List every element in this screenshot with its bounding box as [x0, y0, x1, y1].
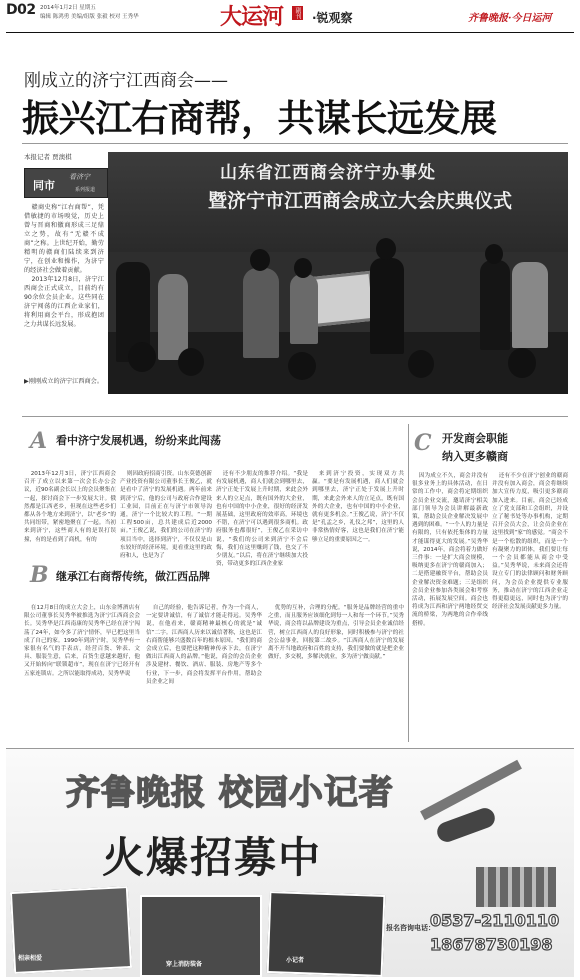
photo-person	[290, 274, 318, 344]
headline-title: 振兴江右商帮，共谋长远发展	[22, 97, 497, 140]
ad-photo-caption: 小记者	[286, 957, 305, 964]
photo-caption: ▶刚刚成立的济宁江西商会。	[24, 378, 104, 385]
ad-subtitle: 火爆招募中	[102, 833, 323, 882]
photo-person	[158, 274, 188, 360]
section-a-col4	[312, 470, 404, 558]
paragraph: 还有不少朋友的推荐介绍。“我是有发展机遇，商人们就会到哪里去，济宁正处于发展上升时期，来此会外来人的立足点，既有国外的大企业，也有中国的中小企业，很好的经济发展基础，这里政府的效率高，环境也不错，在济宁可以遇到很多商机。政府服务也都很好”，王俊乙在采访中说，“我们的公司来到济宁不会后悔，我们在这里赚到了钱，也交了不少朋友。”以后，将在济宁继续加大投资，带动更多的江西企业家	[216, 471, 308, 568]
photo-head	[288, 352, 316, 380]
page-number: D02	[6, 2, 36, 18]
masthead-right: 齐鲁晚报·今日运河	[468, 13, 552, 24]
section-a-col2	[120, 470, 212, 558]
paragraph: 2013年12月3日，济宁江西商会召开了成立以来第一次会长办公会议，近90名副会长以上的会员聚集在一起，探讨商会下一步发展大计。俄然都是江西老乡，但现在这些老乡们都从各个地方来到济宁，以“老乡”的共同纽带，紧密地聚在了一起。当初来到济宁，这些商人有的是误打误撞，有的是看到了商机，有的	[24, 471, 116, 543]
ad-photo-caption: 穿上消防装备	[166, 961, 203, 968]
section-c-col2	[492, 472, 568, 740]
page-header	[0, 0, 580, 40]
section-a-col1	[24, 470, 116, 558]
column-logo-side: 看济宁	[69, 173, 90, 181]
section-c-title-1: 开发商会职能	[442, 432, 508, 445]
paragraph: 优势的互补，合理的分配。“服务是品牌经营的重中之重，而且服务应该细化到每一人和每一个环节。”吴秀华说，商会将以品牌建设为重点，引导会员企业诚信经营，树立江西商人的良好形象，同时积极参与济宁的社会公益事业，回报第二故乡。“江西商人在济宁的发展离不开当地政府和百姓的支持，我们要做的就是把企业做好，多交税，多解决就业，多为济宁做贡献。”	[268, 605, 404, 661]
column-divider	[408, 424, 409, 742]
section-c-title-2: 纳入更多赣商	[442, 450, 508, 463]
photo-person	[480, 260, 510, 350]
column-logo	[24, 168, 108, 198]
section-b-title: 继承江右商帮传统，做江西品牌	[56, 570, 210, 583]
byline: 本报记者 贾澳棋	[24, 153, 72, 161]
brand-main: 大运河	[220, 4, 284, 30]
photo-person	[512, 262, 548, 348]
paragraph: 来到济宁投资，实现双方共赢。“要是有发展机遇，商人们就会到哪里去，济宁正处于发展上升时期，来此会外来人的立足点，既有国外的大企业，也有中国的中小企业，就有更多机会。”王俊乙说，济宁不仅是“孔孟之乡，礼仪之邦”，这里的人非常热情好客，这也是我们在济宁能够立足的重要原因之一。	[312, 471, 404, 543]
photo-head	[376, 238, 396, 260]
photo-head	[128, 342, 156, 372]
photo-person	[243, 268, 279, 358]
photo-head	[485, 244, 503, 264]
brand-tag: 副刊	[294, 7, 301, 19]
section-c-col1	[412, 472, 488, 740]
section-b-letter: B	[30, 562, 49, 588]
pencil-icon	[420, 760, 522, 820]
headline-kicker: 刚成立的济宁江西商会——	[24, 71, 228, 91]
photo-head	[294, 258, 312, 278]
ceremony-photo	[108, 152, 568, 394]
section-b-col1	[24, 604, 140, 742]
ad-phone-1: 0537-2110110	[430, 911, 560, 930]
ad-photo-caption: 相亲相爱	[18, 955, 43, 962]
books-icon	[476, 867, 556, 907]
section-c-letter: C	[414, 430, 432, 456]
photo-head	[508, 348, 536, 378]
headline-rule	[22, 143, 568, 144]
paragraph: 则因政府招商引资。山东莫德创新产业投资有限公司董事长王俊乙，就是看中了济宁的发展机遇。两年前来到济宁后，他的公司与政府合作建设工业园，目前正在与济宁市领导沟通，济宁一个比较大的工程。“一期工程500亩，总共建成后近2000亩。”王俊乙说，我们的公司在济宁的项目当中，选择到济宁，不仅仅是山东较好的经济环境，更看重这里的政府和人，也是为了	[120, 471, 212, 560]
staff-line: 编辑 陈鸿勇 美编/组版 张毅 校对 王秀华	[40, 14, 139, 20]
photo-banner-line2: 暨济宁市江西商会成立大会庆典仪式	[208, 190, 513, 212]
date-line: 2014年1月2日 星期五	[40, 5, 96, 11]
photo-banner-line1: 山东省江西商会济宁办事处	[220, 163, 436, 183]
photo-person	[370, 258, 404, 354]
kid-icon	[434, 805, 497, 844]
intro-paragraph: 赣商史称“江右商帮”，凭借敏捷的市场嗅觉，历史上曾与晋商和徽商形成三足鼎立之势，故有“无赣不成商”之称。上世纪开始，勤劳精明的赣商们陆续来到济宁，在创业和操作，为济宁的经济社会做着贡献。	[24, 204, 104, 274]
paragraph: 还有不少在济宁创业的赣商并没有加入商会，商会将继续加大宣传力度，吸引更多赣商加入进来。目前，商会已经成立了党支部和工会组织，并设立了秘书处等办事机构，定期召开会员大会，让会员企业在这里找到“家”的感觉。“商会不是一个松散的组织，而是一个有凝聚力的团体，我们要让每一个会员都能从商会中受益。”吴秀华说，未来商会还将设立专门的法律顾问和财务顾问，为会员企业提供专业服务，推动在济宁的江西企业走得更稳更远，同时也为济宁的经济社会发展贡献更多力量。	[492, 473, 568, 611]
column-logo-main: 同市	[33, 179, 55, 192]
paragraph: 自己的经验，他告诉记者，作为一个商人，一定要讲诚信，有了诚信才能走得远。吴秀华说，在他看来，赣商精神最核心的就是“诚信”二字。江西商人历来以诚信著称，这也是江右商帮能够兴盛数百年的根本原因。“我们的商会成立后，也要把这种精神传承下去，在济宁做出江西商人的品牌。”他说，商会的会员企业涉及建材、餐饮、酒店、服装、房地产等多个行业，下一步，商会将发挥平台作用，帮助会员企业之间	[146, 605, 262, 685]
paragraph: 因为成立不久，商会并没有很多业务上的具体活动，在日常的工作中，商会将定期组织会员企业交流，邀请济宁相关部门领导为会员讲解最新政策，帮助会员企业解决发展中遇到的困难。“一个人的力量是有限的，只有依托集体的力量才能谋得更大的发展。”吴秀华说，2014年，商会将着力做好三件事：一是扩大商会规模，吸纳更多在济宁的赣商加入；二是搭建融资平台，帮助会员企业解决资金难题；三是组织会员企业参加各类展会和考察活动，拓展发展空间。商会也将成为江西和济宁两地经贸交流的桥梁，为两地的合作牵线搭桥。	[412, 473, 488, 627]
section-b-col2	[146, 604, 262, 742]
paragraph: 在12月8日的成立大会上，山东金博酒店有限公司董事长吴秀华被推选为济宁江西商会会长。吴秀华是江西南康的吴秀华已经在济宁闯荡了24年，如今多了济宁情怀，早已把这里当成了自己的家。1990年到济宁时，吴秀华有一家很有名气的手表店，经营百货、钟表、文具、服装生意，后来，百货生意越来越好，他又开始转向“联锁超市”，现在在济宁已经开有五家连锁店。之所以能取得成功，吴秀华说	[24, 605, 140, 677]
intro-text	[24, 203, 104, 363]
section-name: ·锐观察	[312, 11, 353, 25]
intro-paragraph: 2013年12月8日，济宁江西商会正式成立，目前约有90余位会员企业。这些同在济宁闯荡的江西企业家们，将利用商会平台，形成抱团之力共谋长远发展。	[24, 276, 104, 328]
section-b-col3	[268, 604, 404, 742]
section-a-col3	[216, 470, 308, 568]
ad-phone-2: 18678730198	[430, 935, 553, 954]
section-divider	[22, 416, 568, 417]
ad-phone-label: 报名咨询电话：	[386, 924, 435, 932]
photo-head	[408, 350, 434, 378]
header-rule	[6, 32, 574, 33]
ad-photo	[267, 891, 386, 977]
recruit-ad	[6, 748, 574, 977]
section-a-letter: A	[30, 428, 48, 454]
photo-head	[250, 249, 270, 271]
brand-logo	[220, 0, 310, 30]
ad-title: 齐鲁晚报 校园小记者	[66, 773, 394, 813]
column-logo-sub: 系列报道	[75, 187, 96, 193]
section-a-title: 看中济宁发展机遇，纷纷来此闯荡	[56, 434, 221, 447]
photo-head	[178, 348, 204, 376]
